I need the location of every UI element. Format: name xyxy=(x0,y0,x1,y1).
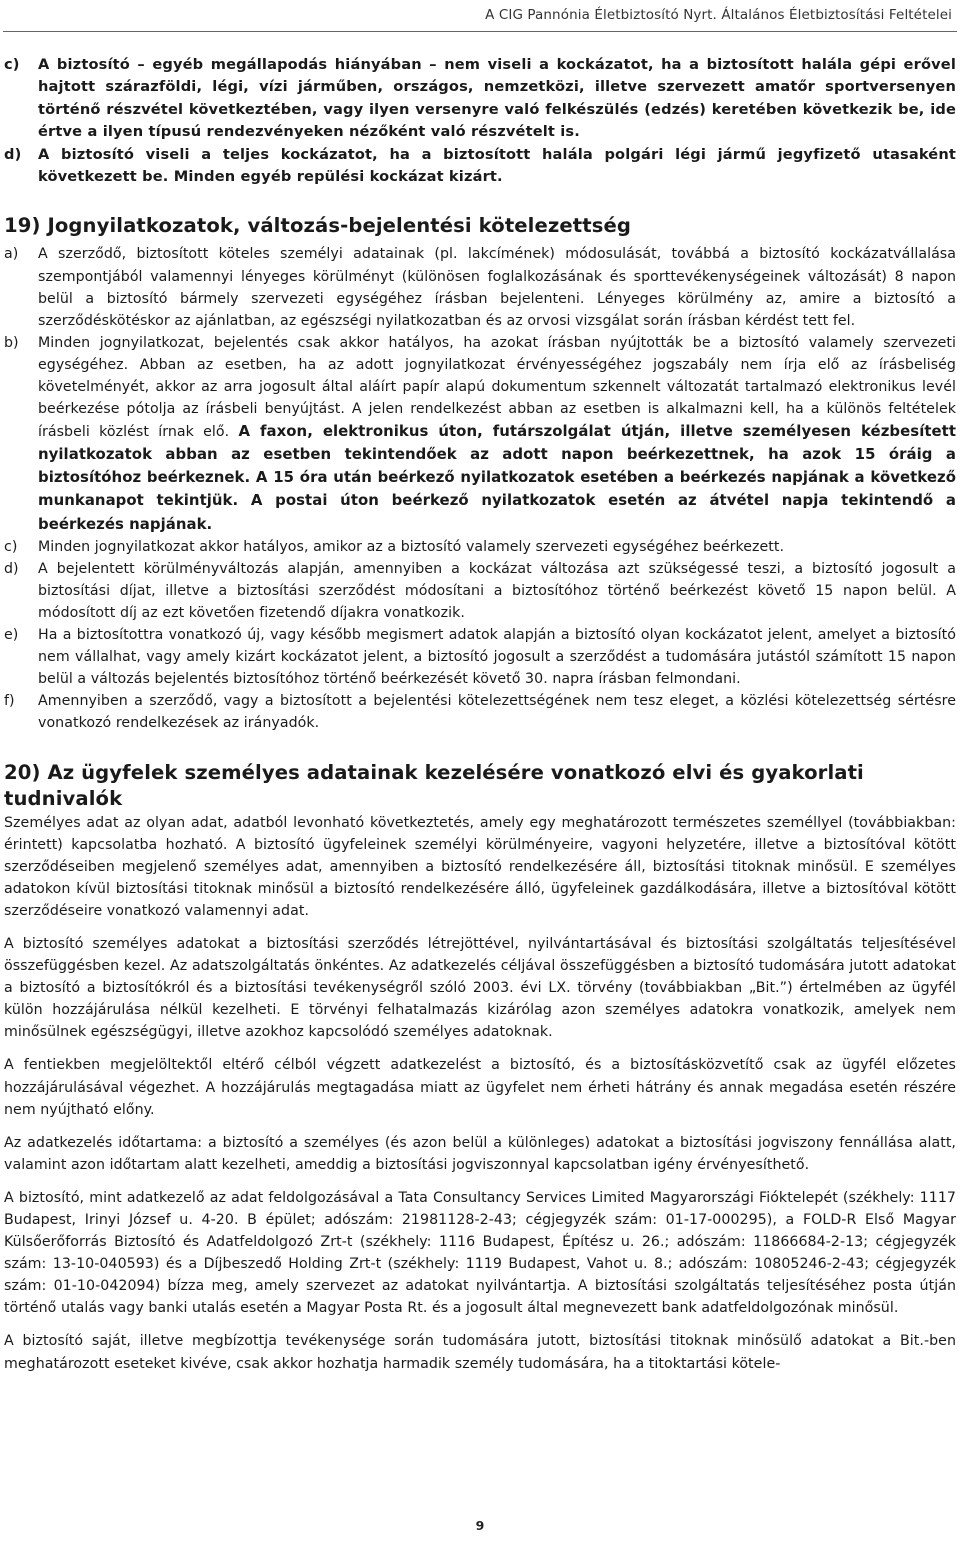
list-item-bold-text: A faxon, elektronikus úton, futárszolgálat útján, illetve személyesen kézbesített nyilatkozatok abban az esetben tekintendőek az adott napon beérkezettnek, ha azok 15 óráig a biztosítóhoz beérkeznek. A 15 óra után beérkező nyilatkozatok esetében a beérkezés napjának a következő munkanapot tekintjük. A postai úton beérkező nyilatkozatok esetén az átvétel napja tekintendő a beérkezés napjának. xyxy=(38,422,956,533)
paragraph: A fentiekben megjelöltektől eltérő célból végzett adatkezelést a biztosító, és a biztosításközvetítő csak az ügyfél előzetes hozzájárulásával végezhet. A hozzájárulás megtagadása miatt az ügyfelet nem érheti hátrány és annak megadása esetén részére nem nyújtható előny. xyxy=(4,1057,956,1118)
paragraph: A biztosító, mint adatkezelő az adat feldolgozásával a Tata Consultancy Services Limited Magyarországi Fióktelepét (székhely: 1117 Budapest, Irinyi József u. 4-20. B épület; adószám: 21981128-2-43; cégjegyzék szám: 01-17-000295), a FOLD-R Első Magyar Külsőerőforrás Biztosító és Adatfeldolgozó Zrt-t (székhely: 1116 Budapest, Építész u. 26.; adószám: 11866684-2-13; cégjegyzék szám: 13-10-040593) és a Díjbeszedő Holding Zrt-t (székhely: 1119 Budapest, Vahot u. 8.; adószám: 10805246-2-43; cégjegyzék szám: 01-10-042094) bízza meg, amely szervezet az adatokat nyilvántartja. A biztosítási szolgáltatás teljesítéséhez posta útján történő utalás vagy banki utalás esetén a Magyar Posta Rt. és a jogosult által megnevezett bank adatfeldolgozónak minősül. xyxy=(4,1189,956,1317)
paragraph: A biztosító saját, illetve megbízottja tevékenysége során tudomására jutott, biztosítási titoknak minősülő adatokat a Bit.-ben meghatározott eseteket kivéve, csak akkor hozhatja harmadik személy tudomására, ha a titoktartási kötele- xyxy=(4,1333,956,1372)
list-marker: c) xyxy=(4,538,18,555)
list-item xyxy=(0,690,960,734)
list-item xyxy=(0,624,960,690)
list-item-text: A szerződő, biztosított köteles személyi adatainak (pl. lakcímének) módosulását, továbbá a biztosító kockázatvállalása szempontjából valamennyi lényeges körülményt (különösen foglalkozásának és sporttevékenységeinek változását) 8 napon belül a biztosító bármely szervezeti egységéhez írásban bejelenteni. Lényeges körülmény az, amire a biztosító a szerződéskötéskor az ajánlatban, az egészségi nyilatkozatban és az orvosi vizsgálat során írásban kérdést tett fel. xyxy=(38,246,956,329)
list-item-text: Amennyiben a szerződő, vagy a biztosított a bejelentési kötelezettségének nem tesz eleget, a közlési kötelezettség sértésre vonatkozó rendelkezések az irányadók. xyxy=(38,693,956,732)
list-marker: a) xyxy=(4,246,19,263)
list-marker: c) xyxy=(4,56,20,73)
list-item-text: Ha a biztosítottra vonatkozó új, vagy később megismert adatok alapján a biztosító olyan kockázatot jelent, amelyet a biztosító nem vállalhat, vagy amely kizárt kockázatot jelent, a biztosító jogosult a szerződést a tudomására jutástól számított 15 napon belül a változás bejelentés biztosítóhoz történő beérkezését követő 30. napra írásban felmondani. xyxy=(38,627,956,688)
section-heading: 20) Az ügyfelek személyes adatainak kezelésére vonatkozó elvi és gyakorlati tudnivalók xyxy=(4,760,864,810)
list-item-text: A biztosító viseli a teljes kockázatot, ha a biztosított halála polgári légi jármű jegyfizető utasaként következett be. Minden egyéb repülési kockázat kizárt. xyxy=(38,145,956,186)
section-19-list xyxy=(0,243,960,734)
list-item xyxy=(0,332,960,536)
list-item-text: Minden jognyilatkozat akkor hatályos, amikor az a biztosító valamely szervezeti egységéhez beérkezett. xyxy=(38,538,785,555)
page-number: 9 xyxy=(475,1518,485,1533)
page-content xyxy=(0,54,960,1375)
list-item xyxy=(0,243,960,331)
list-item xyxy=(0,536,960,558)
list-item-text: A biztosító – egyéb megállapodás hiányában – nem viseli a kockázatot, ha a biztosított halála gépi erővel hajtott szárazföldi, légi, vízi járműben, országos, nemzetközi, illetve szervezett amatőr sportversenyen történő részvétel következtében, vagy ilyen versenyre való felkészülés (edzés) keretében következik be, ide értve a ilyen típusú rendezvényeken nézőként való részvételt is. xyxy=(38,56,956,141)
section-20 xyxy=(0,760,960,1375)
running-header: A CIG Pannónia Életbiztosító Nyrt. Általános Életbiztosítási Feltételei xyxy=(485,7,952,23)
header-divider xyxy=(3,31,957,32)
list-marker: f) xyxy=(4,693,15,710)
section-19 xyxy=(0,213,960,734)
list-item-text: Minden jognyilatkozat, bejelentés csak akkor hatályos, ha azokat írásban nyújtották be a biztosító valamely szervezeti egységéhez. Abban az esetben, ha az adott jognyilatkozat érvényességéhez jogszabály nem írja elő az írásbeliség követelményét, akkor az arra jogosult által aláírt papír alapú dokumentum szkennelt változatát tartalmazó elektronikus levél beérkezése pótolja az írásbeli benyújtást. A jelen rendelkezést abban az esetben is alkalmazni kell, ha a különös feltételek írásbeli közlést írnak elő. xyxy=(38,334,956,441)
list-marker: e) xyxy=(4,627,19,644)
section-heading: 19) Jognyilatkozatok, változás-bejelentési kötelezettség xyxy=(4,214,631,238)
list-item xyxy=(0,558,960,624)
list-item xyxy=(0,144,960,189)
paragraph: Az adatkezelés időtartama: a biztosító a személyes (és azon belül a különleges) adatokat a biztosítási jogviszony fennállása alatt, valamint azon időtartam alatt kezelheti, ameddig a biztosítási jogviszonnyal kapcsolatban igény érvényesíthető. xyxy=(4,1134,956,1173)
list-marker: d) xyxy=(4,560,19,577)
paragraph: Személyes adat az olyan adat, adatból levonható következtetés, amely egy meghatározott természetes személlyel (továbbiakban: érintett) kapcsolatba hozható. A biztosító ügyfeleinek személyi körülményeire, vagyoni helyzetére, illetve a biztosítóval kötött szerződéseiben megjelenő személyes adat, amennyiben a biztosító rendelkezésére áll, biztosítási titoknak minősül. E személyes adatokon kívül biztosítási titoknak minősül a biztosító rendelkezésére álló, ügyfeleinek gazdálkodására, illetve a biztosítóval kötött szerződéseire vonatkozó valamennyi adat. xyxy=(4,814,956,919)
paragraph: A biztosító személyes adatokat a biztosítási szerződés létrejöttével, nyilvántartásával és biztosítási szolgáltatás teljesítésével összefüggésben kezel. Az adatszolgáltatás önkéntes. Az adatkezelés céljával összefüggésben a biztosító tudomására jutott adatokat a biztosító a biztosítókról és a biztosítási tevékenységről szóló 2003. évi LX. törvény (továbbiakban „Bit.”) értelmében az ügyfél külön hozzájárulása nélkül kezelheti. E törvényi felhatalmazás kizárólag azon személyes adatokra vonatkozik, amelyek nem minősülnek egészségügyi, illetve azokhoz kapcsolódó személyes adatoknak. xyxy=(4,935,956,1041)
list-marker: d) xyxy=(4,145,22,163)
list-item xyxy=(0,54,960,144)
previous-section-list xyxy=(0,54,960,188)
list-marker: b) xyxy=(4,334,19,351)
list-item-text: A bejelentett körülményváltozás alapján, amennyiben a kockázat változása azt szükségessé teszi, a biztosító jogosult a biztosítási díjat, illetve a biztosítási szerződést módosítani a biztosítóhoz történő beérkezést követő 15 napon belül. A módosított díj az ezt követően fizetendő díjakra vonatkozik. xyxy=(38,560,956,621)
